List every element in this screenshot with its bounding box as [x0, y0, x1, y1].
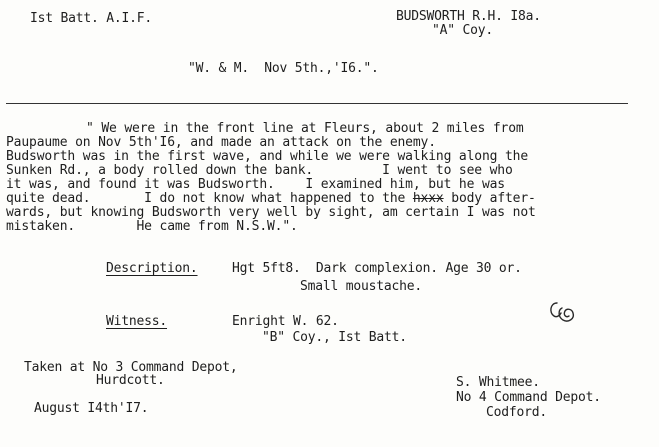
- company-label: "A" Coy.: [432, 23, 494, 38]
- witness-label: Witness.: [106, 314, 168, 329]
- unit-label: Ist Batt. A.I.F.: [30, 11, 153, 26]
- statement-line-3: Budsworth was in the first wave, and while we were walking along the: [6, 149, 529, 164]
- statement-line-5: it was, and found it was Budsworth. I examined him, but he was: [6, 177, 505, 192]
- statement-line-1: " We were in the front line at Fleurs, about 2 miles from: [86, 121, 524, 136]
- statement-line-4: Sunken Rd., a body rolled down the bank. I went to see who: [6, 163, 513, 178]
- struck-out-word: hxxx: [412, 191, 444, 206]
- statement-date: August I4th'I7.: [34, 401, 149, 416]
- handwritten-initials: [547, 299, 581, 327]
- witness-line-2: "B" Coy., Ist Batt.: [262, 330, 407, 345]
- statement-line-6-rest: body after-: [443, 191, 536, 206]
- statement-line-8: mistaken. He came from N.S.W.".: [6, 219, 298, 234]
- description-line-1: Hgt 5ft8. Dark complexion. Age 30 or.: [232, 261, 522, 276]
- soldier-name: BUDSWORTH R.H. I8a.: [396, 9, 541, 24]
- description-label: Description.: [106, 261, 198, 276]
- signer-location: Codford.: [486, 405, 548, 420]
- description-line-2: Small moustache.: [300, 279, 423, 294]
- signer-name: S. Whitmee.: [456, 375, 540, 390]
- statement-line-6-text: quite dead. I do not know what happened to the: [6, 191, 406, 206]
- casualty-status: "W. & M. Nov 5th.,'I6.".: [188, 61, 379, 76]
- signer-depot: No 4 Command Depot.: [456, 390, 601, 405]
- horizontal-rule: [6, 103, 628, 104]
- statement-line-6: [6, 192, 536, 205]
- statement-line-2: Paupaume on Nov 5th'I6, and made an attack on the enemy.: [6, 135, 436, 150]
- taken-at-line-2: Hurdcott.: [96, 373, 165, 388]
- witness-line-1: Enright W. 62.: [232, 314, 339, 329]
- taken-at-line-1: Taken at No 3 Command Depot,: [24, 360, 238, 375]
- statement-line-7: wards, but knowing Budsworth very well by sight, am certain I was not: [6, 205, 536, 220]
